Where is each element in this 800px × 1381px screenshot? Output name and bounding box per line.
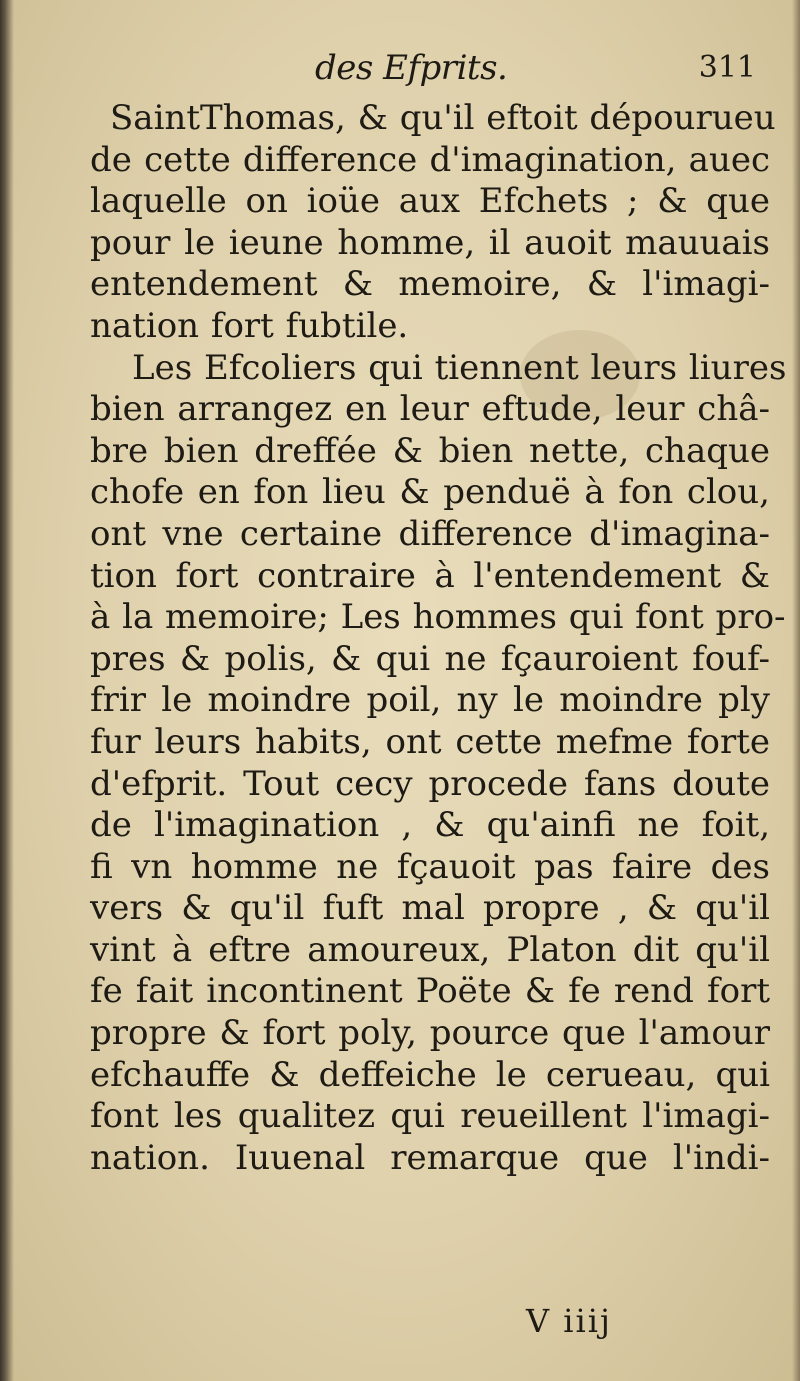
text-line: d'efprit. Tout cecy procede fans doute: [90, 763, 770, 804]
text-line: bre bien dreffée & bien nette, chaque: [90, 430, 770, 471]
text-line: frir le moindre poil, ny le moindre ply: [90, 680, 770, 721]
text-line: pour le ieune homme, il auoit mauuais: [90, 222, 770, 263]
text-line: bien arrangez en leur eftude, leur châ-: [90, 389, 770, 430]
text-line: efchauffe & deffeiche le cerueau, qui: [90, 1054, 770, 1095]
text-line: de l'imagination , & qu'ainfi ne foit,: [90, 805, 770, 846]
text-line: de cette difference d'imagination, auec: [90, 139, 770, 180]
text-line: propre & fort poly, pource que l'amour: [90, 1013, 770, 1054]
page-number: 311: [698, 50, 756, 85]
body-text: [90, 98, 787, 1179]
text-line: pres & polis, & qui ne fçauroient fouf-: [90, 638, 770, 679]
signature-mark: V iiij: [526, 1302, 612, 1340]
paragraph-start-line: Les Efcoliers qui tiennent leurs liures: [132, 347, 787, 388]
page-footer: [110, 1300, 770, 1342]
text-line: ont vne certaine difference d'imagina-: [90, 513, 770, 554]
page-edge: [792, 0, 800, 1381]
text-line: à la memoire; Les hommes qui font pro-: [90, 597, 786, 638]
text-line: nation. Iuuenal remarque que l'indi-: [90, 1137, 770, 1178]
running-head: des Efprits.: [315, 48, 508, 88]
text-line: tion fort contraire à l'entendement &: [90, 555, 770, 596]
text-line: chofe en fon lieu & penduë à fon clou,: [90, 472, 770, 513]
text-line: vers & qu'il fuft mal propre , & qu'il: [90, 888, 770, 929]
page-gutter-shadow: [0, 0, 14, 1381]
text-line: font les qualitez qui reueillent l'imagi-: [90, 1096, 770, 1137]
text-line: SaintThomas, & qu'il eftoit dépourueu: [110, 98, 776, 138]
text-line: nation fort fubtile.: [90, 305, 409, 346]
text-line: fur leurs habits, ont cette mefme forte: [90, 721, 770, 762]
text-line: vint à eftre amoureux, Platon dit qu'il: [90, 929, 770, 970]
text-line: entendement & memoire, & l'imagi-: [90, 264, 770, 305]
text-line: fi vn homme ne fçauoit pas faire des: [90, 846, 770, 887]
text-line: laquelle on ioüe aux Efchets ; & que: [90, 181, 770, 222]
text-line: fe fait incontinent Poëte & fe rend fort: [90, 971, 770, 1012]
page-header: [110, 42, 770, 94]
